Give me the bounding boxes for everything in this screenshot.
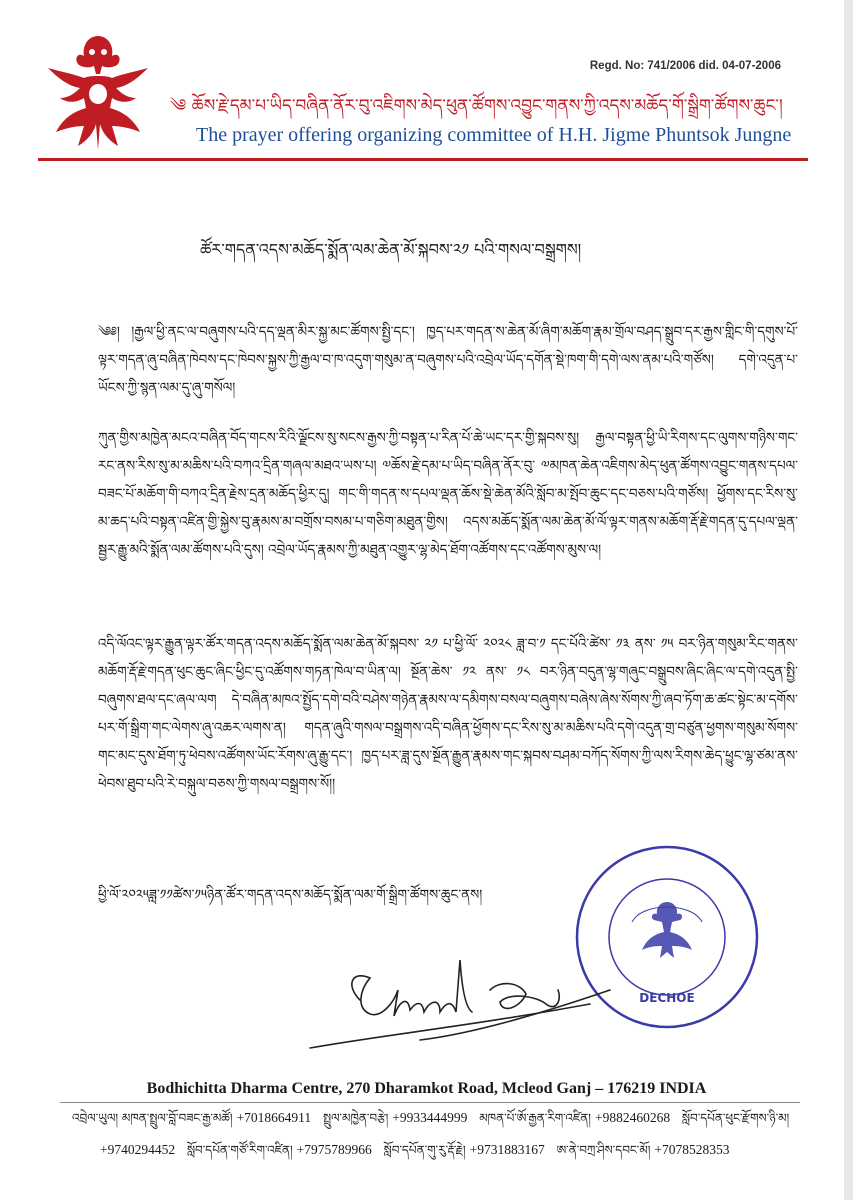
contact-label: སློབ་དཔོན་གཙོ་རིག་འཛིན། xyxy=(186,1143,293,1157)
contact-label: ཨ་ནེ་བཀྲ་ཤིས་དབང་མོ། xyxy=(556,1143,651,1157)
document-title: ཚོར་གདན་འདས་མཆོད་སྨོན་ལམ་ཆེན་མོ་སྐབས་༢༡ པའི་གསལ་བསྒྲགས། xyxy=(200,240,582,259)
contact-phone: +9882460268 xyxy=(594,1110,671,1125)
contact-phone: +7078528353 xyxy=(654,1142,730,1157)
handwritten-signature-icon xyxy=(290,930,620,1060)
paragraph-announcement: འདི་ལོའང་ལྟར་རྒྱུན་ལྟར་ཚོར་གདན་འདས་མཆོད་སྨོན་ལམ་ཆེན་མོ་སྐབས་ ༢༡ པ་ཕྱི་ལོ་ ༢༠༢༨ ཟླ་བ་༡ དང་པོའི་ཚེས་ ༡༣ ནས་ ༡༥ བར་ཉིན་གསུམ་རིང་གནས་མཆོག་རྡོ་རྗེ་གདན་ཕུང་ཆུང་ཞིང་ཕྱིང་དུ་འཚོགས་གཏན་ཁེལ་བ་ཡིན་ལ། སྔོན་ཆེས་ ༡༢ ནས་ ༡༨ བར་ཉིན་བདུན་ལྷ་གཞུང་བསྒྲུབས་ཞིང་ཞིང་ལ་དགེ་འདུན་སྤྱི་བཞུགས་ཐལ་དང་ཞལ་ལག དེ་བཞིན་མཁའ་སྤྱོད་དགེ་བའི་བཤེས་གཉེན་རྣམས་ལ་དམིགས་བསལ་བཞུགས་བཞེས་ཞེས་སོགས་ཀྱི་ཞབ་ཏོག་ཆ་ཚང་སྟེང་མ་དགོས་པར་གོ་སྒྲིག་གང་ལེགས་ཞུ་འཆར་ལགས་ན། གདན་ཞུའི་གསལ་བསྒྲགས་འདི་བཞིན་ཕྱོགས་དང་རིས་སུ་མ་མཆིས་པའི་དགེ་འདུན་གྲ་བཙུན་ཕྱགས་གསུམ་སོགས་གང་མང་དུས་ཐོག་ཏུ་ཕེབས་འཚོགས་ཡོང་རོགས་ཞུ་རྒྱུ་དང་། ཁྱད་པར་ཟླ་དུས་སྔོན་རྒྱུན་རྣམས་གང་སྐབས་བཤམ་བཀོད་སོགས་ཀྱི་ལས་རིགས་ཆེད་ཕྱུང་ལྷ་ཙམ་ནས་ཕེབས་ཐུབ་པའི་རེ་བསྐུལ་བཅས་ཀྱི་གསལ་བསྒྲགས་སོ།། xyxy=(98,636,798,792)
paragraph-background: ཀུན་གྱིས་མཁྱེན་མངའ་བཞིན་བོད་གངས་རིའི་ལྗོངས་སུ་སངས་རྒྱས་ཀྱི་བསྟན་པ་རིན་པོ་ཆེ་ཡང་དར་གྱི་སྐབས་སུ། རྒྱལ་བསྟན་ཕྱི་ཡི་རིགས་དང་ལུགས་གཉིས་གང་རང་ནས་རིས་སུ་མ་མཆིས་པའི་བཀའ་དྲིན་གཞལ་མཐའ་ཡས་པ། ༧ཆོས་རྗེ་དམ་པ་ཡིད་བཞིན་ནོར་བུ་ ༧མཁན་ཆེན་འཇིགས་མེད་ཕུན་ཚོགས་འབྱུང་གནས་དཔལ་བཟང་པོ་མཆོག་གི་བཀའ་དྲིན་རྗེས་དྲན་མཆོད་ཕྱིར་དུ། གང་གི་གདན་ས་དཔལ་ལྡན་ཆོས་སྡེ་ཆེན་མོའི་སློབ་མ་སྤོབ་ཆུང་དང་བཅས་པའི་གཙོས། ཕྱོགས་དང་རིས་སུ་མ་ཆད་པའི་བསྟན་འཛིན་གྱི་སྐྱེས་བུ་རྣམས་མ་བགྲོས་བསམ་པ་གཅིག་མཐུན་གྱིས། འདས་མཆོད་སྨོན་ལམ་ཆེན་མོ་ལོ་ལྟར་གནས་མཆོག་རྡོ་རྗེ་གདན་དུ་དཔལ་ལྡན་སྦྱར་རྒྱུ་མའི་སྨོན་ལམ་ཚོགས་པའི་དུས། འབྲེལ་ཡོད་རྣམས་ཀྱི་མཐུན་འགྱུར་ལྷ་མེད་ཐོག་འཚོགས་དང་འཚོགས་མུས་ལ། xyxy=(98,430,798,558)
footer-divider xyxy=(60,1102,800,1103)
contact-phone: +7975789966 xyxy=(296,1142,372,1157)
letterhead-rule xyxy=(38,158,808,161)
letterhead-tibetan-name: ༄ ཆོས་རྗེ་དམ་པ་ཡིད་བཞིན་ནོར་བུ་འཇིགས་མེད་ཕུན་ཚོགས་འབྱུང་གནས་ཀྱི་འདས་མཆོད་གོ་སྒྲིག་ཚོགས་ཆུང་། xyxy=(170,96,783,116)
contact-label: སློབ་དཔོན་ཕུང་རྫོགས་ཉི་མ། xyxy=(681,1111,790,1125)
contact-line-2 xyxy=(100,1138,820,1162)
contact-label: མཁན་པོ་ཨོ་རྒྱན་རིག་འཛིན། xyxy=(479,1111,591,1125)
date-line: ཕྱི་ལོ་༢༠༢༥ཟླ་༡༡ཚེས་༡༥ཉིན་ཚོར་གདན་འདས་མཆོད་སྨོན་ལམ་གོ་སྒྲིག་ཚོགས་ཆུང་ནས། xyxy=(98,887,483,903)
contact-label: སྤྲུལ་མཁྱེན་བརྩེ། xyxy=(322,1111,389,1125)
contact-phone: +9933444999 xyxy=(392,1110,468,1125)
garuda-logo-icon xyxy=(38,28,158,158)
centre-address: Bodhichitta Dharma Centre, 270 Dharamkot Road, Mcleod Ganj – 176219 INDIA xyxy=(146,1080,707,1097)
contact-phone: +7018664911 xyxy=(236,1110,312,1125)
scan-edge xyxy=(844,0,853,1200)
registration-number: Regd. No: 741/2006 did. 04-07-2006 xyxy=(589,60,781,72)
contact-phone: +9740294452 xyxy=(100,1142,176,1157)
contact-line-1 xyxy=(72,1106,792,1130)
paragraph-salutation: ༄༅། །རྒྱལ་ཕྱི་ནང་ལ་བཞུགས་པའི་དད་ལྡན་མིར་སྐྱ་མང་ཚོགས་སྤྱི་དང་། ཁྱད་པར་གདན་ས་ཆེན་མོ་ཞིག་མཆོག་རྣམ་གྲོལ་བཤད་སྒྲུབ་དར་རྒྱས་གླིང་གི་དགུས་པོ་ལྟར་གདན་ཞུ་བཞིན་ཁེབས་དང་ཁེབས་སྐྱས་ཀྱི་རྒྱལ་བ་ཁ་འདུག་གསུམ་ན་བཞུགས་པའི་འབྲེལ་ཡོད་དགོན་སྡེ་ཁག་གི་དགེ་ལས་ནམ་པའི་གཙོས། དགེ་འདུན་པ་ཡོངས་ཀྱི་སྙན་ལམ་དུ་ཞུ་གསོལ། xyxy=(98,324,798,396)
contact-label: སློབ་དཔོན་གུ་རུ་རྡོ་རྗེ། xyxy=(383,1143,466,1157)
contact-label: འབྲེལ་ཡུལ། མཁན་སྤྲུལ་བློ་བཟང་རྒྱ་མཚོ། xyxy=(72,1111,233,1125)
contact-phone: +9731883167 xyxy=(469,1142,545,1157)
letterhead-english-name: The prayer offering organizing committee of H.H. Jigme Phuntsok Jungne xyxy=(196,124,792,146)
seal-label: DECHOE xyxy=(639,991,695,1005)
